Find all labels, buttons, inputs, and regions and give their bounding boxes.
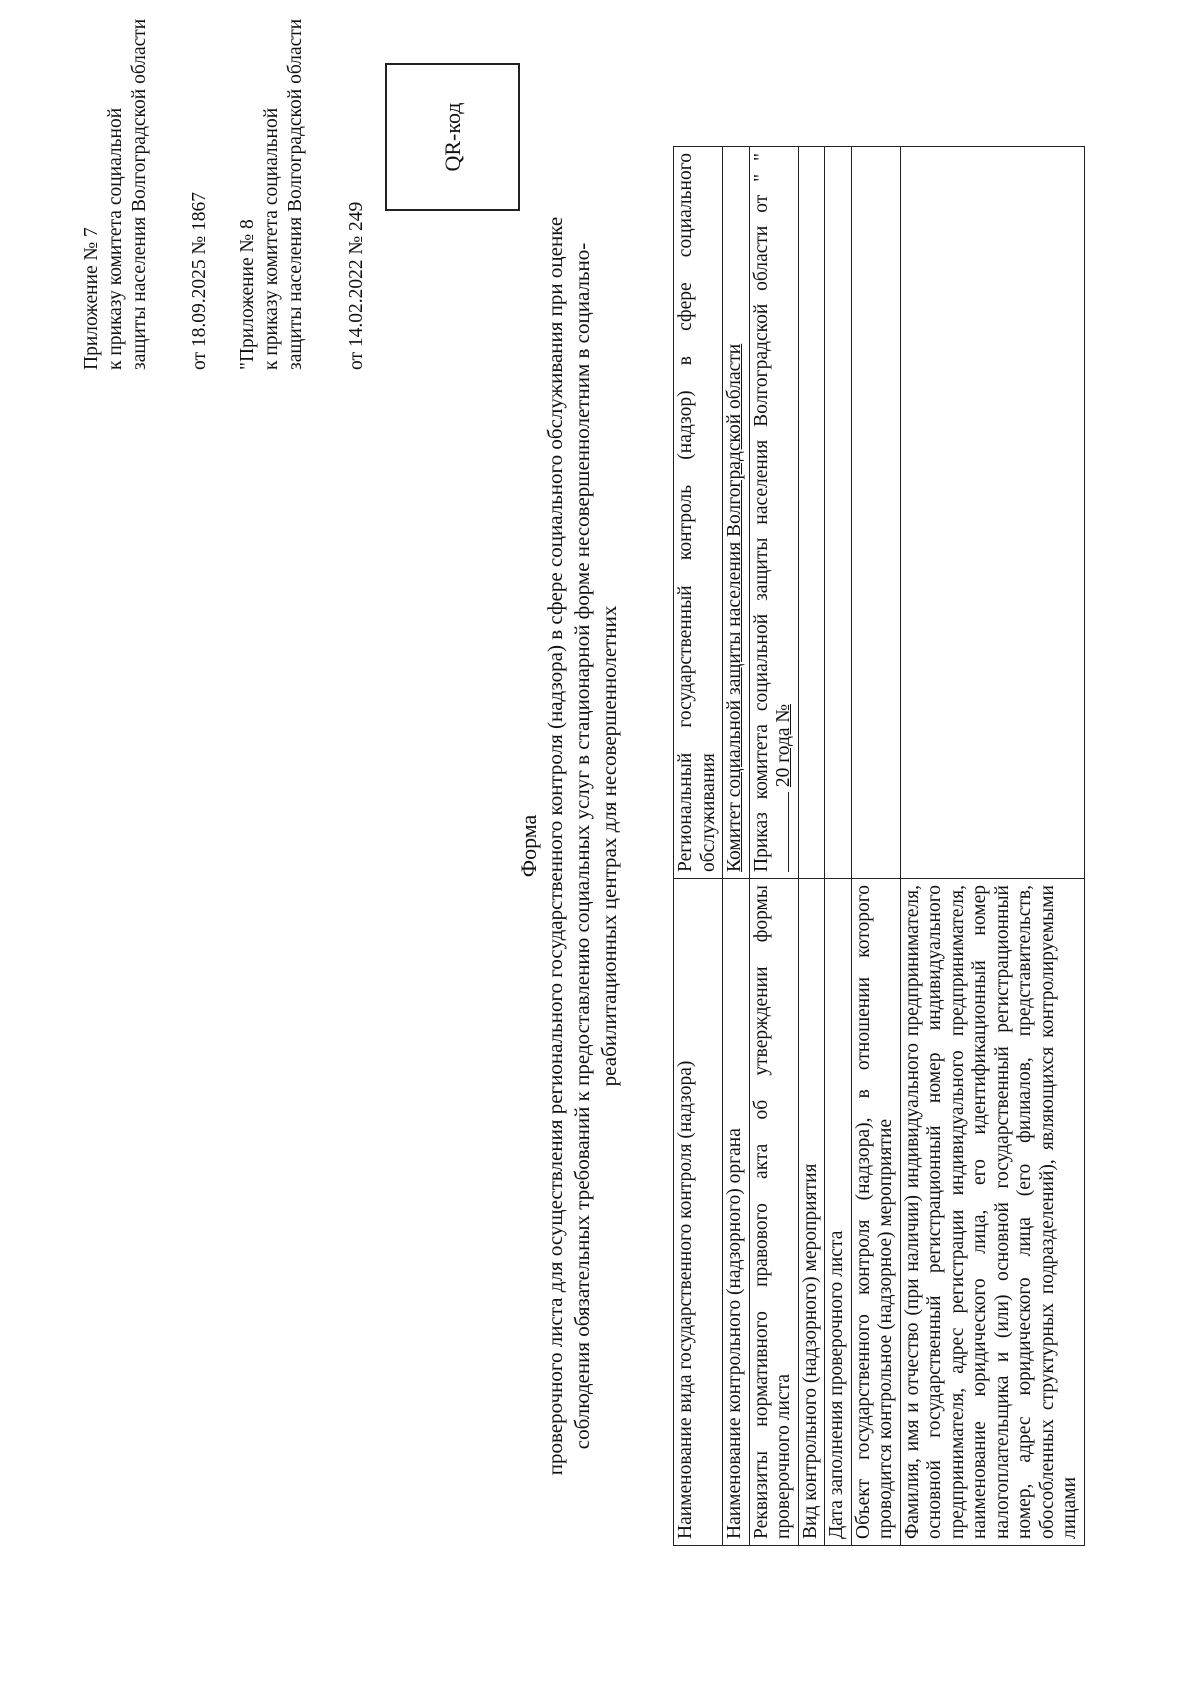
form-title-line: реабилитационных центрах для несовершеннолетних [597,605,621,1087]
appendix-8-header [236,19,308,370]
appendix-8-date [345,202,369,370]
appendix-7-date [188,192,212,370]
form-heading: Форма [516,814,541,878]
table-row [749,147,798,1546]
table-row [851,147,900,1546]
qr-code-label: QR-код [439,102,465,172]
appendix-8-line: к приказу комитета социальной [261,107,282,370]
appendix-7-line: защиты населения Волгоградской области [129,18,150,370]
checklist-form-table [673,146,1085,1546]
table-row [723,147,750,1546]
row-value-text: Комитет социальной защиты населения Волгоградской области [724,343,745,872]
form-title-line: соблюдения обязательных требований к предоставлению социальных услуг в стационарной форме несовершеннолетним в социально- [570,242,594,1450]
appendix-7-line: Приложение № 7 [81,227,102,370]
row-label: Фамилия, имя и отчество (при наличии) индивидуального предпринимателя, основной государственный регистрационный номер индивидуального предпринимателя, адрес регистрации индивидуального предпринимателя, наименование юридического лица, его идентификационный номер налогоплательщика и (или) основной государственный регистрационный номер, адрес юридического лица (его филиалов, представительств, обособленных структурных подразделений), являющихся контролируемыми лицами [900,879,1084,1546]
row-value [749,147,798,879]
appendix-7-line: к приказу комитета социальной [105,107,126,370]
table-row [825,147,852,1546]
row-value[interactable] [798,147,825,879]
form-title [515,146,623,1546]
row-label: Наименование контрольного (надзорного) органа [723,879,750,1546]
row-label: Реквизиты нормативного правового акта об утверждении формы проверочного листа [749,879,798,1546]
appendix-8-line: "Приложение № 8 [237,219,258,370]
row-value-text: Приказ комитета социальной защиты населения Волгоградской области от " " [750,153,772,872]
row-label: Наименование вида государственного контроля (надзора) [674,879,723,1546]
row-label: Дата заполнения проверочного листа [825,879,852,1546]
table-row [674,147,723,1546]
appendix-8-date-text: от 14.02.2022 № 249 [346,201,367,370]
row-value [723,147,750,879]
row-value[interactable] [851,147,900,879]
form-title-line: проверочного листа для осуществления регионального государственного контроля (надзора) в сфере социального обслуживания при оценке [543,216,567,1476]
table-row [900,147,1084,1546]
row-value-text: 20 года № [773,703,794,788]
row-value: Региональный государственный контроль (надзор) в сфере социального обслуживания [674,147,723,879]
appendix-8-line: защиты населения Волгоградской области [285,18,306,370]
row-value[interactable] [900,147,1084,879]
appendix-7-date-text: от 18.09.2025 № 1867 [189,192,210,370]
row-label: Вид контрольного (надзорного) мероприятия [798,879,825,1546]
table-row [798,147,825,1546]
qr-code-box [385,63,520,211]
blank-field[interactable] [788,792,789,872]
row-label: Объект государственного контроля (надзора), в отношении которого проводится контрольное (надзорное) мероприятие [851,879,900,1546]
row-value[interactable] [825,147,852,879]
appendix-7-header [80,19,152,370]
